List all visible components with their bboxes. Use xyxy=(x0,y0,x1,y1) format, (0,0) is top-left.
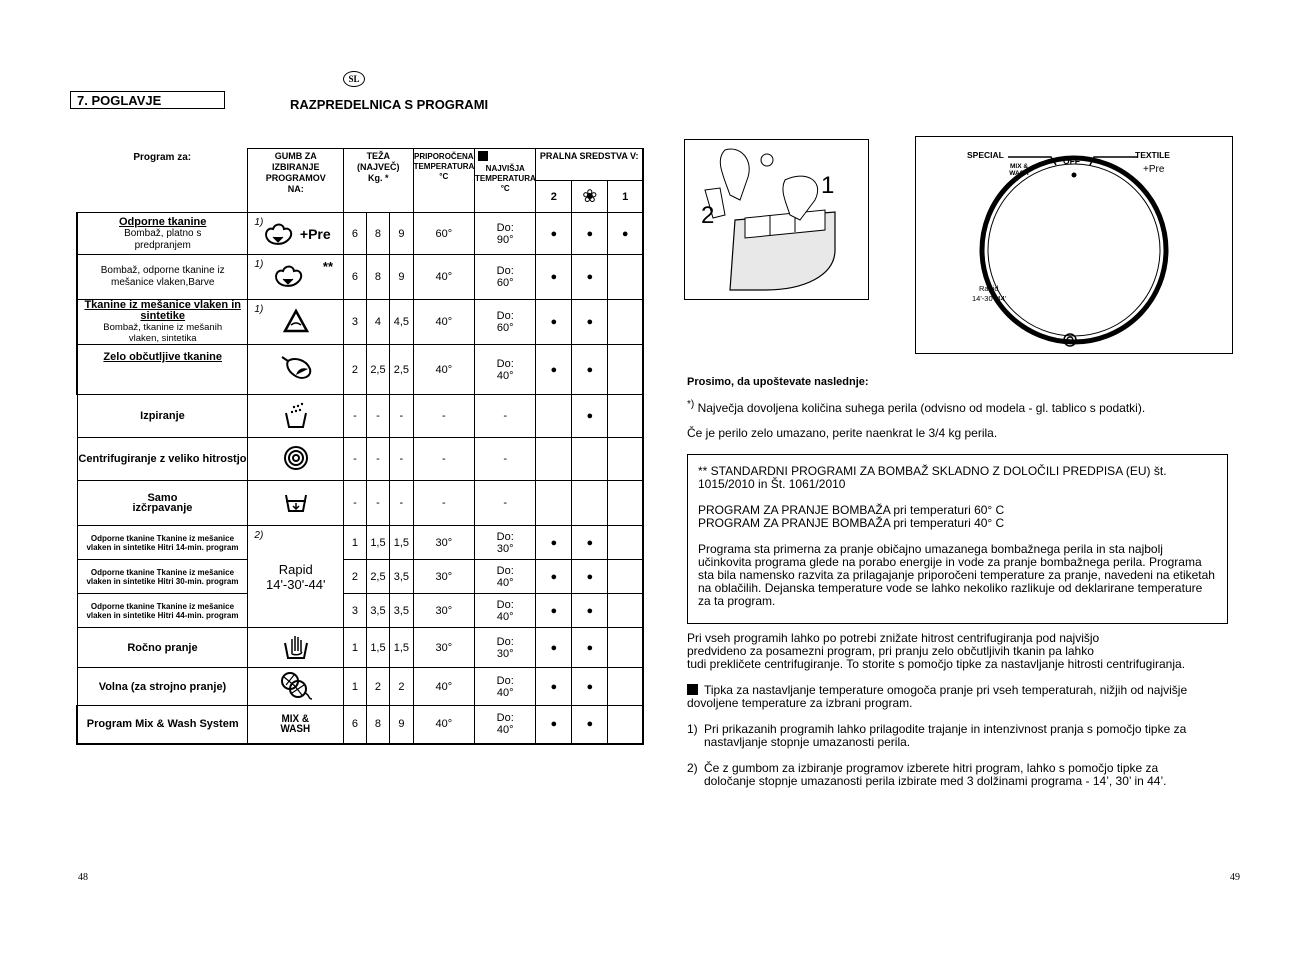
det-softener: ● xyxy=(572,345,608,395)
table-row xyxy=(77,255,643,300)
program-name: Zelo občutljive tkanine xyxy=(77,345,248,395)
header-knob: GUMB ZA IZBIRANJE PROGRAMOV NA: xyxy=(248,149,344,213)
dial-pre-label: +Pre xyxy=(1143,164,1165,175)
rec-temp: 40° xyxy=(413,668,474,706)
page-number-left: 48 xyxy=(78,872,88,883)
header-detergent: PRALNA SREDSTVA V: xyxy=(536,149,643,181)
rec-temp: - xyxy=(413,395,474,438)
figure-label-1: 1 xyxy=(821,172,835,199)
box-line: ** STANDARDNI PROGRAMI ZA BOMBAŽ SKLADNO Z DOLOČILI PREDPISA (EU) št. 1015/2010 in Št. 1061/2010 xyxy=(698,464,1167,491)
weight-min: 1 xyxy=(344,526,367,560)
max-temp: Do: 30° xyxy=(475,628,536,668)
table-row xyxy=(77,560,643,594)
program-name: Izpiranje xyxy=(77,395,248,438)
weight-mid: - xyxy=(366,395,389,438)
max-temp: - xyxy=(475,481,536,526)
program-name: Volna (za strojno pranje) xyxy=(77,668,248,706)
det-wash xyxy=(608,628,643,668)
knob-symbol-rapid: 2) Rapid 14'-30'-44' xyxy=(248,526,344,628)
weight-max: 3,5 xyxy=(390,594,413,628)
page-number-right: 49 xyxy=(1230,872,1240,883)
knob-symbol xyxy=(248,481,344,526)
spin-icon xyxy=(282,444,310,472)
det-softener: ● xyxy=(572,706,608,744)
program-name: Odporne tkanine Tkanine iz mešanice vlaken in sintetike Hitri 44-min. program xyxy=(77,594,248,628)
weight-min: 3 xyxy=(344,300,367,345)
rec-temp: 30° xyxy=(413,560,474,594)
dial-rapid-times: 14'-30'-44' xyxy=(972,294,1007,303)
hand-wash-icon xyxy=(281,631,311,661)
weight-max: 1,5 xyxy=(390,628,413,668)
program-name: Odporne tkanine Tkanine iz mešanice vlaken in sintetike Hitri 30-min. program xyxy=(77,560,248,594)
table-row xyxy=(77,300,643,345)
weight-min: - xyxy=(344,438,367,481)
program-name: Bombaž, odporne tkanine iz mešanice vlaken,Barve xyxy=(77,255,248,300)
det-wash xyxy=(608,706,643,744)
program-name: Odporne tkanine Tkanine iz mešanice vlaken in sintetike Hitri 14-min. program xyxy=(77,526,248,560)
det-wash xyxy=(608,560,643,594)
program-name: Program Mix & Wash System xyxy=(77,706,248,744)
rec-temp: 30° xyxy=(413,628,474,668)
det-wash xyxy=(608,255,643,300)
max-temp: - xyxy=(475,438,536,481)
knob-symbol: MIX & WASH xyxy=(248,706,344,744)
det-prewash: ● xyxy=(536,668,572,706)
header-program: Program za: xyxy=(133,151,192,163)
table-row xyxy=(77,481,643,526)
weight-mid: 2,5 xyxy=(366,345,389,395)
weight-min: - xyxy=(344,481,367,526)
det-prewash: ● xyxy=(536,526,572,560)
max-temp: Do: 40° xyxy=(475,594,536,628)
flower-icon: ❀ xyxy=(572,181,608,213)
temperature-key-icon xyxy=(687,684,698,695)
weight-min: 6 xyxy=(344,255,367,300)
det-softener: ● xyxy=(572,560,608,594)
det-wash xyxy=(608,481,643,526)
det-prewash: ● xyxy=(536,560,572,594)
program-table xyxy=(76,148,644,745)
det-wash: ● xyxy=(608,213,643,255)
knob-symbol xyxy=(248,395,344,438)
rec-temp: 30° xyxy=(413,526,474,560)
weight-mid: 4 xyxy=(366,300,389,345)
det-prewash: ● xyxy=(536,628,572,668)
rec-temp: 40° xyxy=(413,345,474,395)
weight-min: 6 xyxy=(344,213,367,255)
table-row xyxy=(77,345,643,395)
det-prewash: ● xyxy=(536,594,572,628)
rec-temp: 40° xyxy=(413,300,474,345)
wool-icon xyxy=(278,669,314,701)
max-temp: Do: 40° xyxy=(475,706,536,744)
rec-temp: 30° xyxy=(413,594,474,628)
weight-mid: 3,5 xyxy=(366,594,389,628)
rec-temp: - xyxy=(413,438,474,481)
header-max-temp: NAJVIŠJA TEMPERATURA °C xyxy=(475,149,536,213)
table-row xyxy=(77,395,643,438)
weight-max: 9 xyxy=(390,706,413,744)
feather-icon xyxy=(278,353,314,383)
rinse-icon xyxy=(281,401,311,429)
det-wash xyxy=(608,526,643,560)
det-softener: ● xyxy=(572,213,608,255)
det-col-prewash: 2 xyxy=(536,181,572,213)
footnote-1: 1) Pri prikazanih programih lahko prilagodite trajanje in intenzivnost pranja s pomočjo tipke za nastavljanje stopnje umazanosti perila. xyxy=(687,722,1187,749)
page-title: RAZPREDELNICA S PROGRAMI xyxy=(290,97,489,112)
footnote-2: 2) Če z gumbom za izbiranje programov izberete hitri program, lahko s pomočjo tipke za določanje stopnje umazanosti perila izbirate med 3 dolžinami programa - 14’, 30’ in 44’. xyxy=(687,761,1167,788)
weight-min: - xyxy=(344,395,367,438)
weight-max: - xyxy=(390,438,413,481)
box-paragraph: Programa sta primerna za pranje običajno umazanega bombažnega perila in sta najbolj učinkovita programa glede na porabo energije in vode za pranje bombažnega perila. Programa sta bila namensko razvita za prilagajanje priporočeni temperature za pranje, navedeni na etiketah na oblačilih. Dejanska temperature vode se lahko nekoliko razlikuje od deklarirane temperature za ta program. xyxy=(698,542,1215,608)
det-softener: ● xyxy=(572,628,608,668)
weight-mid: 1,5 xyxy=(366,628,389,668)
table-row xyxy=(77,213,643,255)
det-prewash: ● xyxy=(536,255,572,300)
max-temp: Do: 90° xyxy=(475,213,536,255)
weight-mid: - xyxy=(366,481,389,526)
program-dial xyxy=(916,137,1232,353)
dial-mixwash-label: MIX & WASH xyxy=(1009,163,1029,177)
weight-min: 1 xyxy=(344,668,367,706)
det-softener: ● xyxy=(572,668,608,706)
table-row xyxy=(77,438,643,481)
max-temp: Do: 40° xyxy=(475,345,536,395)
table-row xyxy=(77,628,643,668)
det-wash xyxy=(608,300,643,345)
weight-note: *) Največja dovoljena količina suhega perila (odvisno od modela - gl. tablico s podatki). xyxy=(687,399,1146,415)
language-badge: SL xyxy=(343,71,365,87)
det-softener: ● xyxy=(572,395,608,438)
knob-symbol xyxy=(248,668,344,706)
det-wash xyxy=(608,395,643,438)
drain-icon xyxy=(282,489,310,515)
weight-max: 4,5 xyxy=(390,300,413,345)
dial-off-label: OFF xyxy=(1063,156,1080,166)
max-temp: Do: 60° xyxy=(475,255,536,300)
det-wash xyxy=(608,594,643,628)
max-temp: Do: 40° xyxy=(475,668,536,706)
cotton-icon xyxy=(261,221,297,247)
dirty-note: Če je perilo zelo umazano, perite naenkrat le 3/4 kg perila. xyxy=(687,426,998,440)
weight-mid: - xyxy=(366,438,389,481)
det-softener: ● xyxy=(572,300,608,345)
knob-symbol: 1) +Pre xyxy=(248,213,344,255)
det-prewash: ● xyxy=(536,706,572,744)
det-wash xyxy=(608,345,643,395)
weight-min: 3 xyxy=(344,594,367,628)
program-name: Centrifugiranje z veliko hitrostjo xyxy=(77,438,248,481)
knob-symbol: 1) xyxy=(248,300,344,345)
weight-max: 2,5 xyxy=(390,345,413,395)
weight-max: - xyxy=(390,395,413,438)
rec-temp: 40° xyxy=(413,706,474,744)
program-name: Tkanine iz mešanice vlaken in sintetike Bombaž, tkanine iz mešanih vlaken, sintetika xyxy=(77,300,248,345)
det-prewash xyxy=(536,395,572,438)
max-temp: Do: 60° xyxy=(475,300,536,345)
det-wash xyxy=(608,438,643,481)
header-rec-temp: PRIPOROČENA TEMPERATURA °C xyxy=(413,149,474,213)
temperature-key-icon xyxy=(478,151,488,161)
det-softener xyxy=(572,438,608,481)
weight-max: 1,5 xyxy=(390,526,413,560)
spin-note: Pri vseh programih lahko po potrebi znižate hitrost centrifugiranja pod najvišjo predvideno za posamezni program, pri pranju zelo občutljivih tkanin pa lahko tudi prekličete centrifugiranje. To storite s pomočjo tipke za nastavljanje hitrosti centrifugiranja. xyxy=(687,631,1186,671)
weight-min: 6 xyxy=(344,706,367,744)
det-softener xyxy=(572,481,608,526)
dial-textile-label: TEXTILE xyxy=(1135,150,1170,160)
weight-mid: 1,5 xyxy=(366,526,389,560)
program-name: Ročno pranje xyxy=(77,628,248,668)
figure-label-2: 2 xyxy=(701,202,715,229)
max-temp: - xyxy=(475,395,536,438)
program-name: Samo izčrpavanje xyxy=(77,481,248,526)
weight-mid: 2 xyxy=(366,668,389,706)
weight-max: - xyxy=(390,481,413,526)
det-softener: ● xyxy=(572,594,608,628)
knob-symbol xyxy=(248,345,344,395)
chapter-heading: 7. POGLAVJE xyxy=(70,91,225,109)
weight-min: 2 xyxy=(344,560,367,594)
rec-temp: 40° xyxy=(413,255,474,300)
table-row xyxy=(77,594,643,628)
det-softener: ● xyxy=(572,255,608,300)
rec-temp: 60° xyxy=(413,213,474,255)
knob-symbol: 1) ** xyxy=(248,255,344,300)
header-weight: TEŽA (NAJVEČ) Kg. * xyxy=(344,149,414,213)
detergent-drawer-figure xyxy=(684,139,869,300)
standard-programs-box xyxy=(687,454,1228,624)
weight-mid: 2,5 xyxy=(366,560,389,594)
notes-heading: Prosimo, da upoštevate naslednje: xyxy=(687,376,869,388)
synthetic-triangle-icon xyxy=(282,308,310,334)
det-prewash: ● xyxy=(536,345,572,395)
weight-mid: 8 xyxy=(366,706,389,744)
weight-mid: 8 xyxy=(366,255,389,300)
det-prewash: ● xyxy=(536,213,572,255)
program-dial-figure xyxy=(915,136,1233,354)
knob-symbol xyxy=(248,438,344,481)
max-temp: Do: 30° xyxy=(475,526,536,560)
det-wash xyxy=(608,668,643,706)
weight-mid: 8 xyxy=(366,213,389,255)
knob-symbol xyxy=(248,628,344,668)
table-row xyxy=(77,706,643,744)
temp-key-note: Tipka za nastavljanje temperature omogoča pranje pri vseh temperaturah, nižjih od najvišje dovoljene temperature za izbrani program. xyxy=(687,683,1188,710)
weight-min: 2 xyxy=(344,345,367,395)
det-prewash: ● xyxy=(536,300,572,345)
rec-temp: - xyxy=(413,481,474,526)
det-prewash xyxy=(536,481,572,526)
table-row xyxy=(77,526,643,560)
table-row xyxy=(77,668,643,706)
cotton-icon xyxy=(271,263,307,291)
det-prewash xyxy=(536,438,572,481)
dial-rapid-label: Rapid xyxy=(979,284,999,293)
program-name: Odporne tkanine Bombaž, platno s predpranjem xyxy=(77,213,248,255)
weight-max: 9 xyxy=(390,213,413,255)
dial-special-label: SPECIAL xyxy=(967,150,1004,160)
weight-max: 3,5 xyxy=(390,560,413,594)
max-temp: Do: 40° xyxy=(475,560,536,594)
det-col-wash: 1 xyxy=(608,181,643,213)
box-line: PROGRAM ZA PRANJE BOMBAŽA pri temperaturi 40° C xyxy=(698,516,1005,530)
weight-min: 1 xyxy=(344,628,367,668)
box-line: PROGRAM ZA PRANJE BOMBAŽA pri temperaturi 60° C xyxy=(698,503,1005,517)
det-softener: ● xyxy=(572,526,608,560)
weight-max: 2 xyxy=(390,668,413,706)
weight-max: 9 xyxy=(390,255,413,300)
